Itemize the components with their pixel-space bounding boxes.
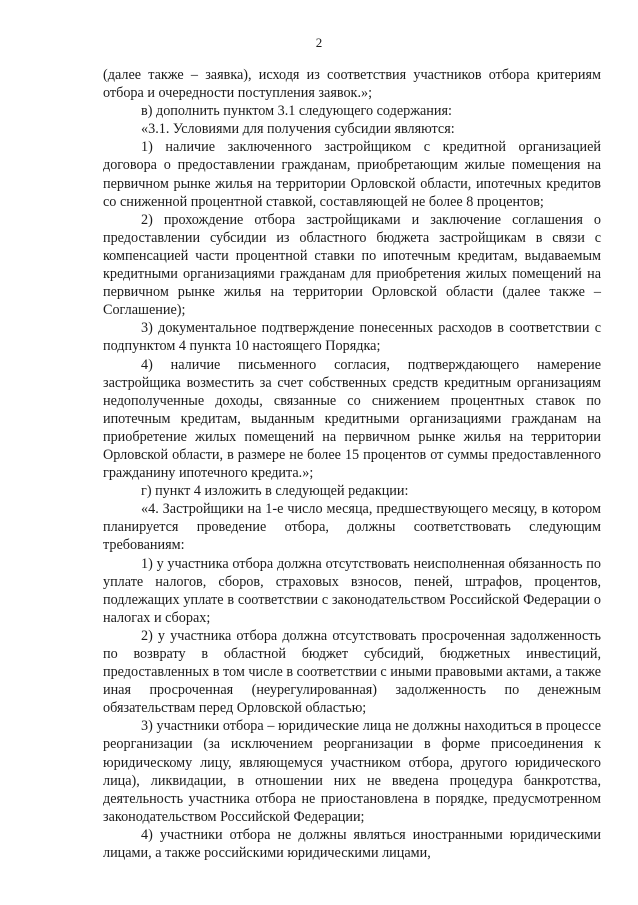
paragraph: 3) документальное подтверждение понесенных расходов в соответствии с подпунктом 4 пункта 10 настоящего Порядка; (103, 320, 601, 355)
paragraph: 2) у участника отбора должна отсутствовать просроченная задолженность по возврату в областной бюджет субсидий, бюджетных инвестиций, предоставленных в том числе в соответствии с иными правовыми актами, а также иная просроченная (неурегулированная) задолженность по денежным обязательствам перед Орловской областью; (103, 627, 601, 717)
paragraph: 1) у участника отбора должна отсутствовать неисполненная обязанность по уплате налогов, сборов, страховых взносов, пеней, штрафов, процентов, подлежащих уплате в соответствии с законодательством Российской Федерации о налогах и сборах; (103, 555, 601, 626)
document-body (103, 66, 601, 862)
paragraph: (далее также – заявка), исходя из соответствия участников отбора критериям отбора и очередности поступления заявок.»; (103, 67, 601, 102)
paragraph: 1) наличие заключенного застройщиком с кредитной организацией договора о предоставлении гражданам, приобретающим жилые помещения на первичном рынке жилья на территории Орловской области, ипотечных кредитов со сниженной процентной ставкой, составляющей не более 8 процентов; (103, 139, 601, 210)
page-number: 2 (315, 35, 323, 50)
paragraph: г) пункт 4 изложить в следующей редакции: (141, 483, 409, 500)
paragraph: 4) наличие письменного согласия, подтверждающего намерение застройщика возместить за счет собственных средств кредитным организациям недополученные доходы, связанные со снижением процентных ставок по ипотечным кредитам, выданным кредитными организациями гражданам на приобретение жилых помещений на первичном рынке жилья на территории Орловской области, в размере не более 15 процентов от суммы предоставленного гражданину ипотечного кредита.»; (103, 356, 601, 482)
paragraph: 4) участники отбора не должны являться иностранными юридическими лицами, а также российскими юридическими лицами, (103, 826, 601, 862)
paragraph: «3.1. Условиями для получения субсидии являются: (141, 121, 455, 138)
paragraph: в) дополнить пунктом 3.1 следующего содержания: (141, 103, 452, 120)
paragraph: 3) участники отбора – юридические лица не должны находиться в процессе реорганизации (за исключением реорганизации в форме присоединения к юридическому лицу, являющемуся участником отбора, другого юридического лица), ликвидации, в отношении них не введена процедура банкротства, деятельность участника отбора не приостановлена в порядке, предусмотренном законодательством Российской Федерации; (103, 718, 601, 825)
paragraph: 2) прохождение отбора застройщиками и заключение соглашения о предоставлении субсидии из областного бюджета застройщикам в связи с компенсацией части процентной ставки по ипотечным кредитам, выдаваемым кредитными организациями гражданам для приобретения жилых помещений на первичном рынке жилья на территории Орловской области (далее также – Соглашение); (103, 211, 601, 319)
paragraph: «4. Застройщики на 1-е число месяца, предшествующего месяцу, в котором планируется проведение отбора, должны соответствовать следующим требованиям: (103, 501, 601, 554)
